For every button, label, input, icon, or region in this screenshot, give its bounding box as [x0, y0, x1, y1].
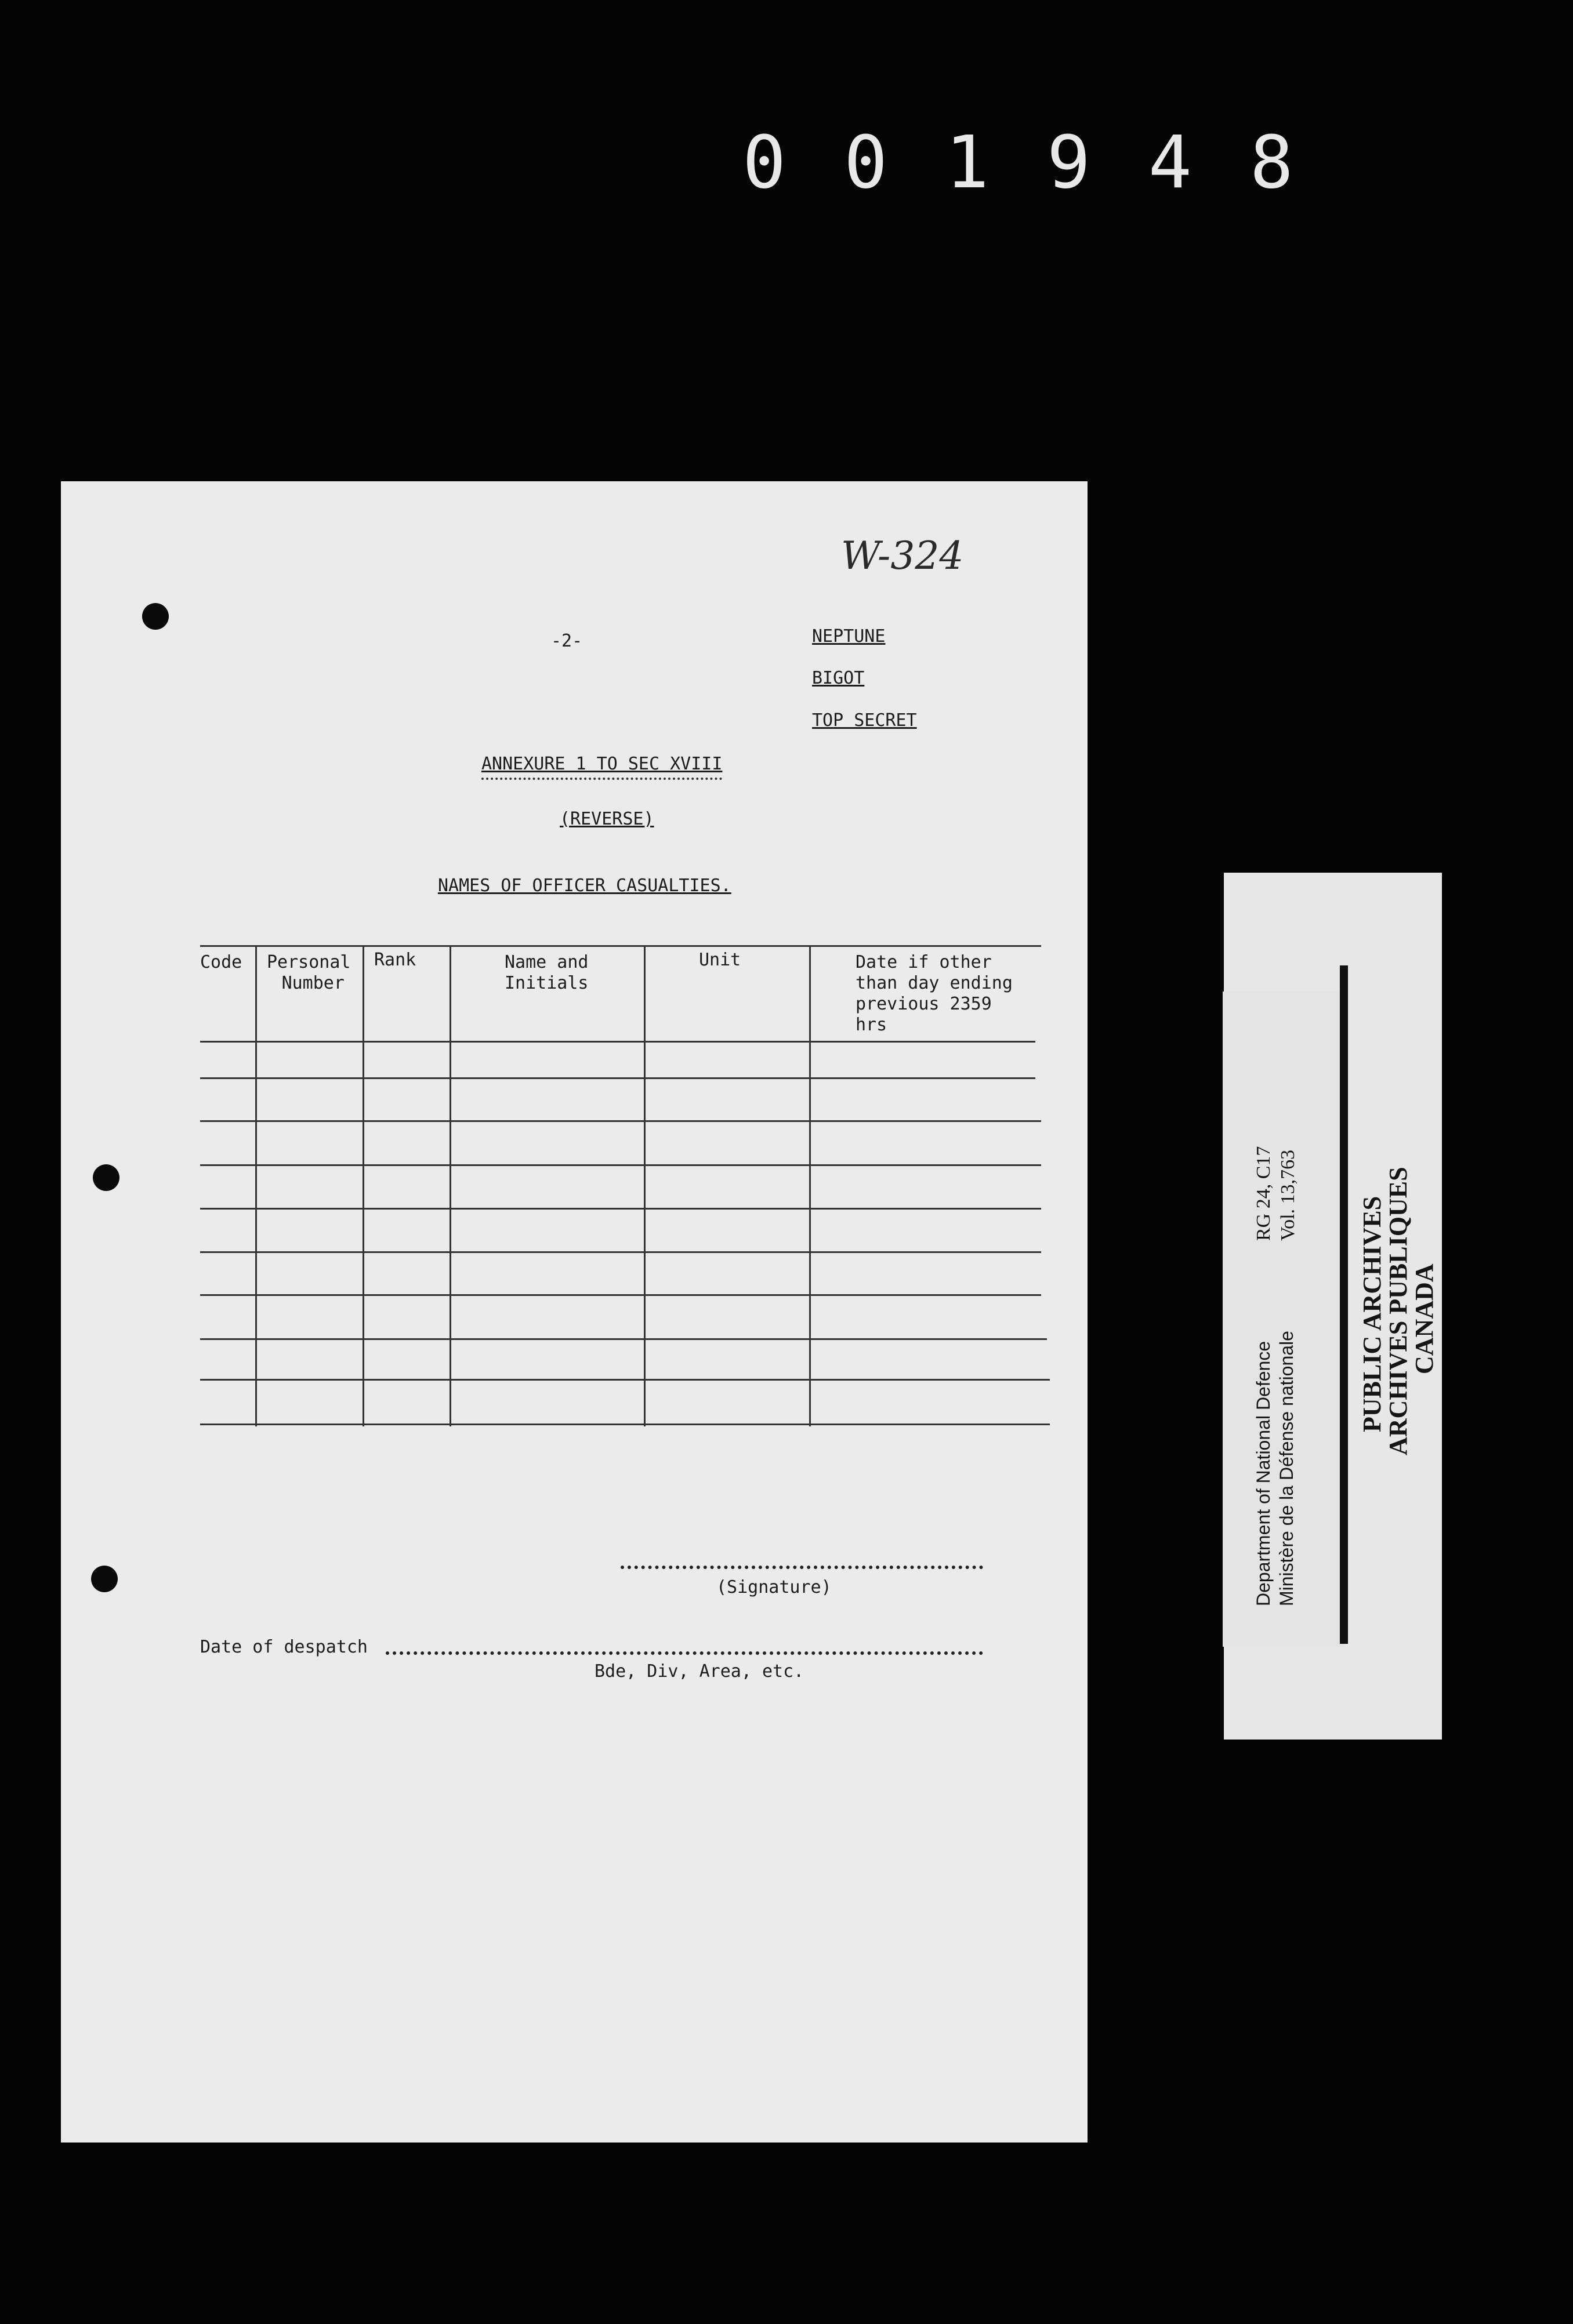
signature-line — [621, 1566, 983, 1569]
punch-hole-middle — [93, 1164, 119, 1191]
frame-digit: 0 — [742, 120, 786, 205]
table-column-rule — [809, 945, 811, 1426]
table-top-rule — [200, 945, 1041, 947]
table-row-rule — [200, 1041, 1035, 1043]
table-column-rule — [644, 945, 646, 1426]
table-column-rule — [450, 945, 451, 1426]
table-column-rule — [255, 945, 257, 1426]
frame-number — [742, 120, 1293, 205]
table-row-rule — [200, 1251, 1041, 1253]
handwritten-reference: W-324 — [841, 533, 964, 578]
punch-hole-top — [142, 603, 169, 630]
table-row-rule — [200, 1077, 1035, 1079]
archive-reference: RG 24, C17 — [1253, 1146, 1274, 1241]
table-bottom-rule — [200, 1424, 1050, 1425]
table-row-rule — [200, 1294, 1041, 1296]
department-en: Department of National Defence — [1253, 1341, 1274, 1606]
header-unit: Unit — [699, 950, 741, 970]
table-row-rule — [200, 1164, 1041, 1166]
frame-digit: 9 — [1046, 120, 1091, 205]
archive-label-edge — [1340, 965, 1348, 1644]
header-name-initials: Name and Initials — [505, 952, 589, 993]
classification-neptune: NEPTUNE — [812, 626, 886, 647]
table-column-rule — [363, 945, 364, 1426]
reverse-label: (REVERSE) — [560, 809, 654, 829]
casualty-table — [200, 945, 1111, 1435]
archive-volume: Vol. 13,763 — [1277, 1149, 1299, 1241]
classification-top-secret: TOP SECRET — [812, 710, 917, 731]
archives-line-1: PUBLIC ARCHIVES — [1358, 1196, 1386, 1432]
punch-hole-bottom — [91, 1566, 118, 1592]
department-fr: Ministère de la Défense nationale — [1276, 1331, 1297, 1606]
document-page — [61, 481, 1088, 2143]
header-rank: Rank — [374, 950, 416, 970]
date-of-despatch-line — [386, 1651, 983, 1655]
bde-div-area-label: Bde, Div, Area, etc. — [595, 1661, 804, 1682]
date-of-despatch-label: Date of despatch — [200, 1637, 368, 1657]
signature-label: (Signature) — [716, 1577, 832, 1597]
table-row-rule — [200, 1338, 1047, 1340]
classification-bigot: BIGOT — [812, 668, 865, 688]
frame-digit: 4 — [1148, 120, 1193, 205]
table-row-rule — [200, 1120, 1041, 1122]
archives-line-3: CANADA — [1410, 1263, 1438, 1374]
table-row-rule — [200, 1379, 1050, 1381]
annexure-title: ANNEXURE 1 TO SEC XVIII — [481, 754, 722, 780]
frame-digit: 0 — [843, 120, 888, 205]
table-row-rule — [200, 1208, 1041, 1210]
frame-digit: 8 — [1249, 120, 1293, 205]
archives-line-2: ARCHIVES PUBLIQUES — [1384, 1167, 1412, 1455]
casualties-heading: NAMES OF OFFICER CASUALTIES. — [438, 876, 731, 896]
header-code: Code — [200, 952, 242, 972]
header-date: Date if other than day ending previous 2359 hrs — [856, 952, 1013, 1035]
header-personal-number: Personal Number — [267, 952, 351, 993]
page-number: -2- — [551, 631, 583, 651]
frame-digit: 1 — [945, 120, 990, 205]
